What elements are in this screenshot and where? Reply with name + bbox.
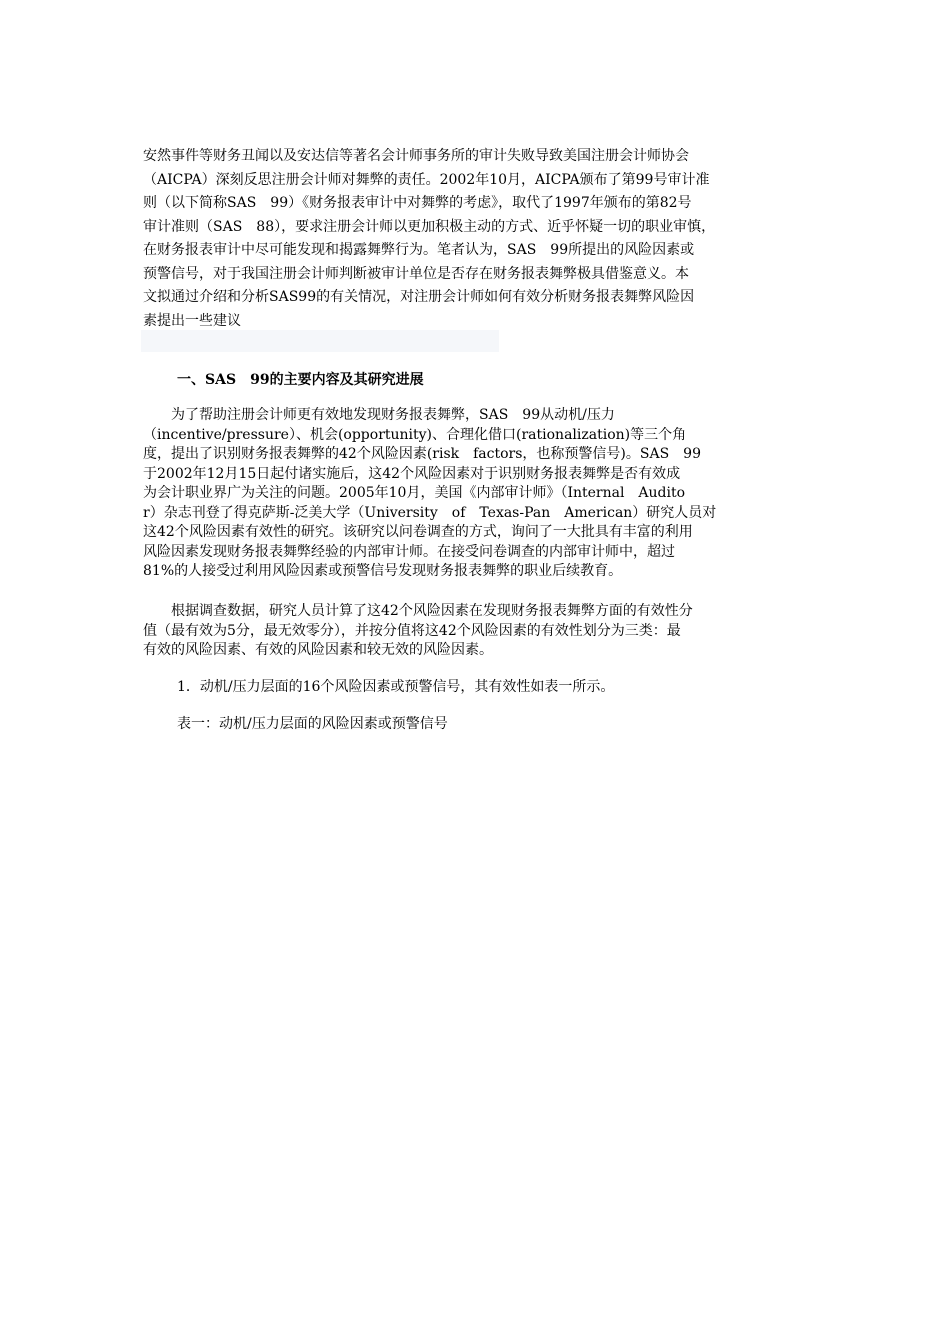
body-paragraph-2	[143, 602, 807, 661]
section-separator	[141, 330, 499, 352]
paragraph-line: 风险因素发现财务报表舞弊经验的内部审计师。在接受问卷调查的内部审计师中，超过	[143, 543, 675, 560]
paragraph-line: 81%的人接受过利用风险因素或预警信号发现财务报表舞弊的职业后续教育。	[143, 563, 623, 579]
intro-line: 安然事件等财务丑闻以及安达信等著名会计师事务所的审计失败导致美国注册会计师协会	[143, 148, 689, 164]
paragraph-line: 值（最有效为5分，最无效零分），并按分值将这42个风险因素的有效性划分为三类：最	[143, 622, 681, 639]
paragraph-line: 这42个风险因素有效性的研究。该研究以问卷调查的方式，询问了一大批具有丰富的利用	[143, 524, 693, 540]
table-caption: 表一：动机/压力层面的风险因素或预警信号	[177, 716, 448, 732]
paragraph-line: 为了帮助注册会计师更有效地发现财务报表舞弊，SAS 99从动机/压力	[143, 407, 615, 423]
intro-line: 素提出一些建议	[143, 312, 241, 329]
paragraph-line: 根据调查数据，研究人员计算了这42个风险因素在发现财务报表舞弊方面的有效性分	[143, 603, 693, 619]
list-item-1: 1．动机/压力层面的16个风险因素或预警信号，其有效性如表一所示。	[177, 679, 615, 695]
paragraph-line: r）杂志刊登了得克萨斯-泛美大学（University of Texas-Pan American）研究人员对	[143, 504, 717, 521]
paragraph-line: 有效的风险因素、有效的风险因素和较无效的风险因素。	[143, 642, 493, 658]
intro-paragraph	[143, 145, 809, 333]
section-heading: 一、SAS 99的主要内容及其研究进展	[177, 372, 424, 388]
paragraph-line: 于2002年12月15日起付诸实施后，这42个风险因素对于识别财务报表舞弊是否有效成	[143, 465, 681, 482]
intro-line: （AICPA）深刻反思注册会计师对舞弊的责任。2002年10月，AICPA颁布了第99号审计准	[143, 171, 710, 188]
paragraph-line: 为会计职业界广为关注的问题。2005年10月，美国《内部审计师》（Internal Audito	[143, 485, 686, 501]
intro-line: 文拟通过介绍和分析SAS99的有关情况，对注册会计师如何有效分析财务报表舞弊风险因	[143, 289, 695, 305]
intro-line: 审计准则（SAS 88），要求注册会计师以更加积极主动的方式、近乎怀疑一切的职业审慎，	[143, 218, 716, 235]
intro-line: 预警信号，对于我国注册会计师判断被审计单位是否存在财务报表舞弊极具借鉴意义。本	[143, 265, 689, 282]
intro-line: 在财务报表审计中尽可能发现和揭露舞弊行为。笔者认为，SAS 99所提出的风险因素或	[143, 242, 695, 258]
body-paragraph-1	[143, 406, 807, 582]
paragraph-line: 度，提出了识别财务报表舞弊的42个风险因素(risk factors，也称预警信号)。SAS 99	[143, 446, 701, 462]
paragraph-line: （incentive/pressure）、机会(opportunity)、合理化借口(rationalization)等三个角	[143, 426, 687, 443]
intro-line: 则（以下简称SAS 99）《财务报表审计中对舞弊的考虑》，取代了1997年颁布的第82号	[143, 195, 692, 211]
